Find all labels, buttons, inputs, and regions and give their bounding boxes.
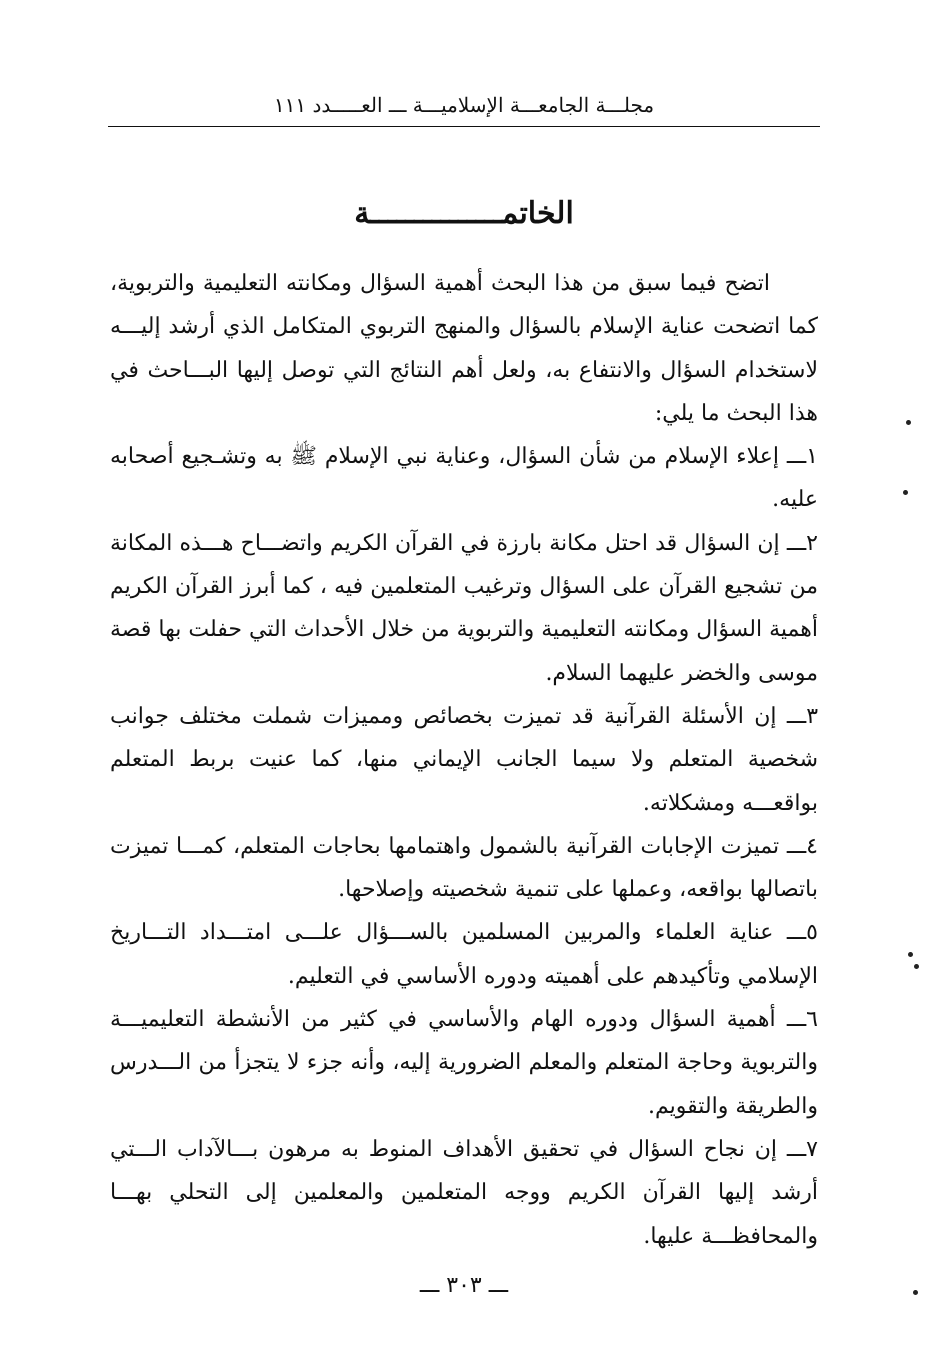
running-header: مجلـــة الجامعـــة الإسلاميـــة ـــ العـــــدد ١١١ — [273, 93, 655, 117]
result-item-7 — [110, 1128, 818, 1258]
intro-paragraph: اتضح فيما سبق من هذا البحث أهمية السؤال ومكانته التعليمية والتربوية، كما اتضحت عناية الإسلام بالسؤال والمنهج التربوي المتكامل الذي أرشد إليـــه لاستخدام السؤال والانتفاع به، ولعل أهم النتائج التي توصل إليها البـــاحث في هذا البحث ما يلي: — [110, 271, 818, 426]
item-number: ٥ـــ — [786, 920, 818, 946]
scan-speck — [913, 1290, 918, 1295]
scan-speck — [914, 964, 919, 969]
item-text: عناية العلماء والمربين المسلمين بالســـؤال علـــى امتـــداد التـــاريخ الإسلامي وتأكيدهم على أهميته ودوره الأساسي في التعليم. — [110, 920, 818, 989]
item-text: إن نجاح السؤال في تحقيق الأهداف المنوط به مرهون بـــالآداب الـــتي أرشد إليها القرآن الكريم ووجه المتعلمين والمعلمين إلى التحلي بهـــا والمحافظـــة عليها. — [110, 1136, 818, 1249]
item-number: ١ـــ — [786, 444, 818, 470]
header-divider — [108, 126, 820, 127]
item-text: إن الأسئلة القرآنية قد تميزت بخصائص ومميزات شملت مختلف جوانب شخصية المتعلم ولا سيما الجانب الإيماني منها، كما عنيت بربط المتعلم بواقعـــه ومشكلاته. — [110, 703, 818, 816]
item-number: ٦ـــ — [786, 1007, 818, 1033]
item-text: إعلاء الإسلام من شأن السؤال، وعناية نبي الإسلام ﷺ به وتشـجيع أصحابه عليه. — [110, 444, 818, 513]
item-number: ٧ـــ — [786, 1136, 818, 1162]
result-item-3 — [110, 695, 818, 825]
scan-speck — [903, 490, 908, 495]
item-number: ٣ـــ — [786, 703, 819, 729]
result-item-2 — [110, 522, 818, 695]
scan-speck — [906, 420, 911, 425]
result-item-1 — [110, 435, 818, 522]
section-title: الخاتمـــــــــــــــة — [354, 196, 574, 231]
item-number: ٤ـــ — [786, 833, 818, 859]
body-text — [110, 262, 818, 1258]
result-item-6 — [110, 998, 818, 1128]
result-item-4 — [110, 825, 818, 912]
item-number: ٢ـــ — [786, 530, 818, 556]
item-text: إن السؤال قد احتل مكانة بارزة في القرآن الكريم واتضـــاح هـــذه المكانة من تشجيع القرآن على السؤال وترغيب المتعلمين فيه ، كما أبرز القرآن الكريم أهمية السؤال ومكانته التعليمية والتربوية من خلال الأحداث التي حفلت بها قصة موسى والخضر عليهما السلام. — [110, 530, 818, 686]
scan-speck — [908, 952, 913, 957]
result-item-5 — [110, 911, 818, 998]
item-text: تميزت الإجابات القرآنية بالشمول واهتمامها بحاجات المتعلم، كمـــا تميزت باتصالها بواقعه، وعملها على تنمية شخصيته وإصلاحها. — [110, 833, 818, 903]
page-number: ـــ ٣٠٣ ـــ — [419, 1273, 509, 1298]
item-text: أهمية السؤال ودوره الهام والأساسي في كثير من الأنشطة التعليميـــة والتربوية وحاجة المتعلم والمعلم الضرورية إليه، وأنه جزء لا يتجزأ من الـــدرس والطريقة والتقويم. — [110, 1007, 818, 1119]
